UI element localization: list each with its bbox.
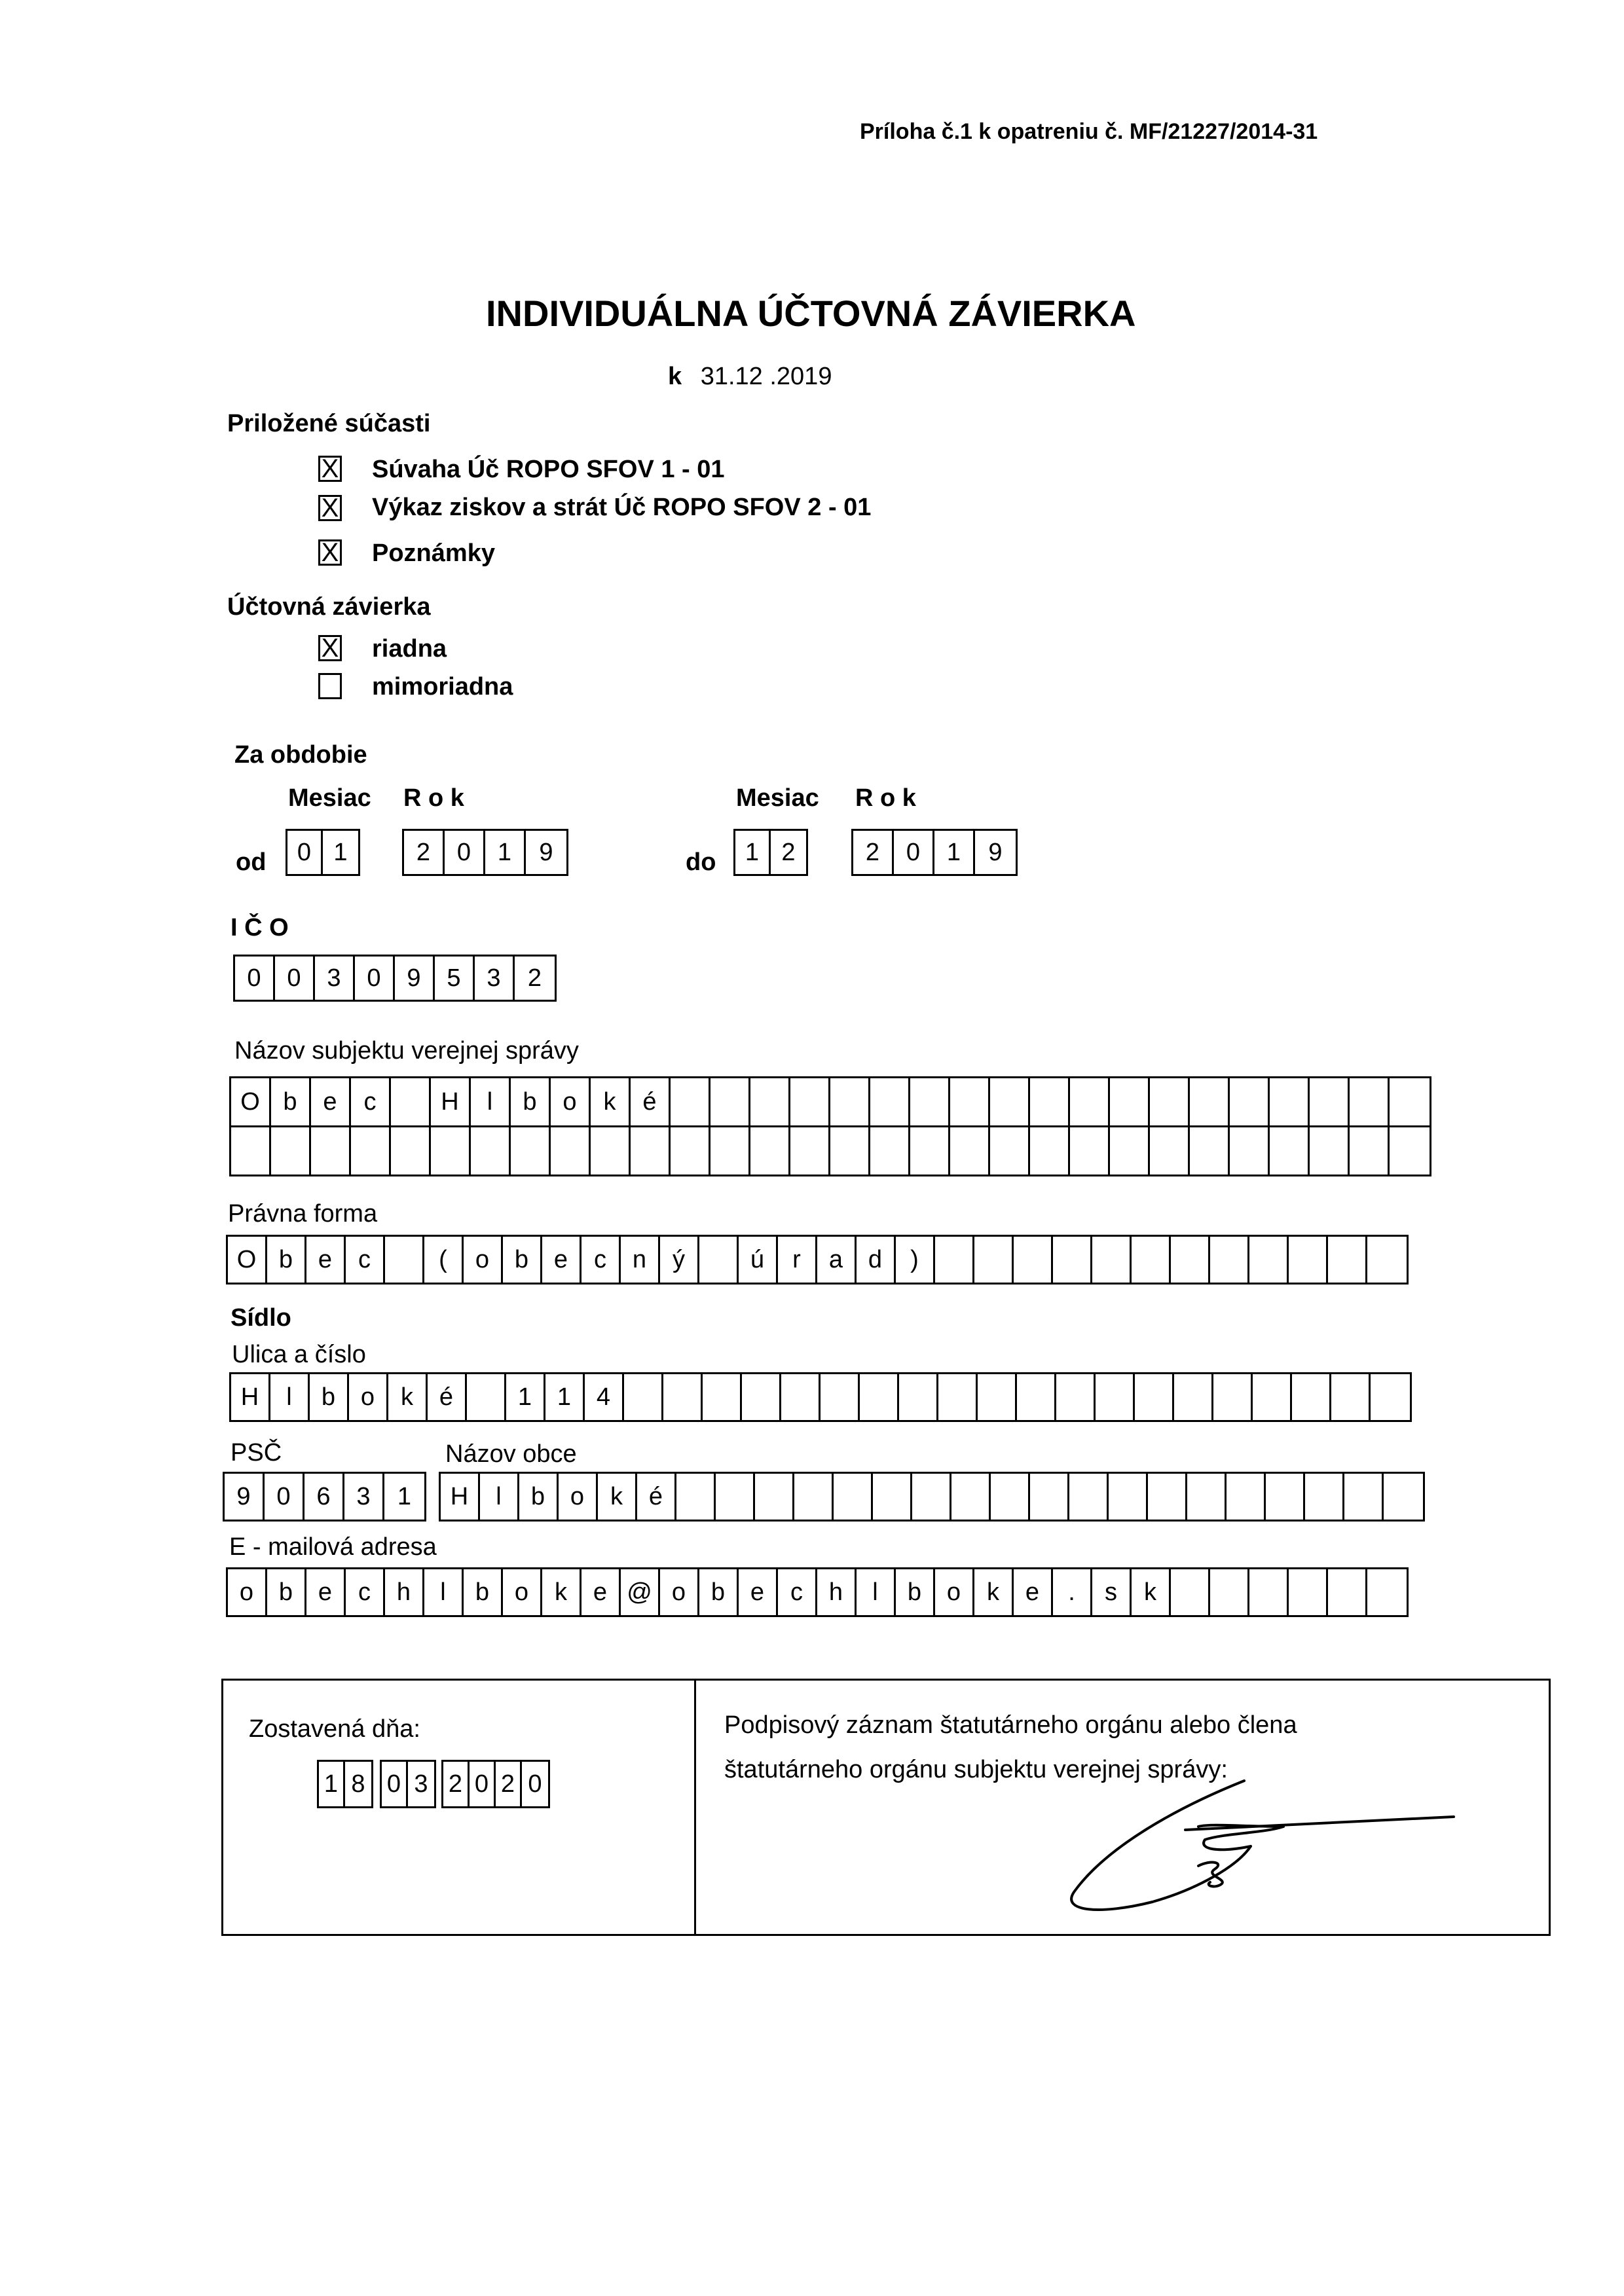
char-cell: o bbox=[551, 1078, 591, 1125]
char-cell: 4 bbox=[585, 1374, 624, 1420]
char-cell: 1 bbox=[319, 1762, 345, 1806]
checkbox-notes[interactable]: X bbox=[318, 539, 342, 566]
period-heading: Za obdobie bbox=[234, 741, 367, 769]
char-cell bbox=[978, 1374, 1017, 1420]
char-cell bbox=[1014, 1237, 1053, 1283]
char-cell bbox=[938, 1374, 978, 1420]
char-cell bbox=[385, 1237, 424, 1283]
char-cell bbox=[1331, 1374, 1371, 1420]
char-cell: l bbox=[424, 1569, 464, 1615]
char-cell bbox=[1328, 1569, 1367, 1615]
char-cell bbox=[391, 1127, 431, 1175]
char-cell: 2 bbox=[496, 1762, 522, 1806]
char-cell bbox=[1350, 1127, 1390, 1175]
char-cell bbox=[1070, 1078, 1110, 1125]
char-cell bbox=[990, 1127, 1030, 1175]
char-cell: 1 bbox=[934, 831, 975, 874]
char-cell: c bbox=[778, 1569, 817, 1615]
char-cell: l bbox=[471, 1078, 511, 1125]
char-cell: c bbox=[346, 1237, 385, 1283]
char-cell bbox=[1150, 1078, 1190, 1125]
signature-text-line-2: štatutárneho orgánu subjektu verejnej správy: bbox=[724, 1756, 1228, 1783]
char-cell: d bbox=[857, 1237, 896, 1283]
char-cell: 6 bbox=[304, 1474, 344, 1520]
char-cell bbox=[591, 1127, 631, 1175]
char-cell: O bbox=[231, 1078, 271, 1125]
char-cell bbox=[991, 1474, 1030, 1520]
char-cell bbox=[511, 1127, 551, 1175]
compiled-year-field[interactable] bbox=[441, 1760, 550, 1808]
char-cell: 0 bbox=[287, 831, 323, 874]
char-cell bbox=[1390, 1127, 1430, 1175]
char-cell: b bbox=[267, 1569, 306, 1615]
char-cell bbox=[950, 1078, 990, 1125]
char-cell: b bbox=[699, 1569, 739, 1615]
char-cell: 3 bbox=[475, 957, 515, 1000]
char-cell: 3 bbox=[344, 1474, 384, 1520]
char-cell bbox=[1371, 1374, 1410, 1420]
to-month-field[interactable] bbox=[733, 829, 808, 876]
char-cell bbox=[311, 1127, 351, 1175]
char-cell: ý bbox=[660, 1237, 699, 1283]
checkbox-income-statement[interactable]: X bbox=[318, 495, 342, 521]
attachment-label-notes: Poznámky bbox=[372, 539, 495, 567]
char-cell bbox=[790, 1078, 830, 1125]
char-cell: 3 bbox=[414, 1770, 428, 1798]
entity-name-label: Názov subjektu verejnej správy bbox=[234, 1037, 579, 1065]
char-cell: b bbox=[503, 1237, 542, 1283]
char-cell bbox=[1030, 1078, 1070, 1125]
char-cell: h bbox=[385, 1569, 424, 1615]
ico-field[interactable] bbox=[233, 955, 557, 1002]
char-cell: a bbox=[817, 1237, 857, 1283]
char-cell: 1 bbox=[506, 1374, 545, 1420]
char-cell: b bbox=[271, 1078, 311, 1125]
char-cell bbox=[1289, 1569, 1328, 1615]
char-cell bbox=[974, 1237, 1014, 1283]
char-cell bbox=[1305, 1474, 1344, 1520]
char-cell: e bbox=[739, 1569, 778, 1615]
char-cell: 3 bbox=[315, 957, 355, 1000]
char-cell bbox=[1384, 1474, 1423, 1520]
street-label: Ulica a číslo bbox=[232, 1341, 366, 1368]
char-cell: 9 bbox=[395, 957, 435, 1000]
char-cell bbox=[1174, 1374, 1213, 1420]
char-cell bbox=[1292, 1374, 1331, 1420]
date-value: 31.12 .2019 bbox=[700, 363, 832, 390]
char-cell bbox=[830, 1127, 870, 1175]
char-cell: é bbox=[637, 1474, 676, 1520]
attachment-label-balance-sheet: Súvaha Úč ROPO SFOV 1 - 01 bbox=[372, 456, 725, 483]
char-cell: b bbox=[519, 1474, 559, 1520]
char-cell bbox=[899, 1374, 938, 1420]
char-cell bbox=[1110, 1078, 1150, 1125]
char-cell: o bbox=[349, 1374, 388, 1420]
street-field[interactable] bbox=[229, 1372, 1412, 1422]
char-cell bbox=[910, 1127, 950, 1175]
char-cell: 9 bbox=[539, 838, 553, 866]
char-cell bbox=[990, 1078, 1030, 1125]
char-cell: ( bbox=[424, 1237, 464, 1283]
char-cell bbox=[1390, 1078, 1430, 1125]
char-cell: H bbox=[431, 1078, 471, 1125]
char-cell bbox=[1230, 1127, 1270, 1175]
to-year-field[interactable] bbox=[851, 829, 1018, 876]
char-cell bbox=[1253, 1374, 1292, 1420]
char-cell: 0 bbox=[470, 1762, 496, 1806]
char-cell bbox=[781, 1374, 821, 1420]
compiled-label: Zostavená dňa: bbox=[249, 1715, 420, 1743]
char-cell: e bbox=[1014, 1569, 1053, 1615]
char-cell bbox=[1069, 1474, 1109, 1520]
char-cell: 8 bbox=[351, 1770, 365, 1798]
email-field[interactable] bbox=[226, 1567, 1409, 1617]
char-cell bbox=[910, 1078, 950, 1125]
char-cell: 2 bbox=[404, 831, 445, 874]
char-cell: 2 bbox=[527, 964, 542, 992]
date-prefix: k bbox=[668, 363, 682, 390]
char-cell bbox=[431, 1127, 471, 1175]
char-cell: 2 bbox=[443, 1762, 470, 1806]
entity-name-row-2[interactable] bbox=[229, 1125, 1431, 1176]
annex-reference: Príloha č.1 k opatreniu č. MF/21227/2014-31 bbox=[860, 119, 1318, 144]
char-cell bbox=[716, 1474, 755, 1520]
char-cell: 0 bbox=[445, 831, 485, 874]
char-cell: b bbox=[310, 1374, 349, 1420]
char-cell bbox=[1350, 1078, 1390, 1125]
char-cell bbox=[703, 1374, 742, 1420]
char-cell bbox=[1249, 1237, 1289, 1283]
char-cell bbox=[951, 1474, 991, 1520]
signature-text-line-1: Podpisový záznam štatutárneho orgánu alebo člena bbox=[724, 1711, 1297, 1739]
char-cell bbox=[1187, 1474, 1227, 1520]
char-cell: O bbox=[228, 1237, 267, 1283]
char-cell: 1 bbox=[545, 1374, 585, 1420]
char-cell bbox=[1249, 1569, 1289, 1615]
char-cell: 0 bbox=[355, 957, 395, 1000]
char-cell bbox=[1096, 1374, 1135, 1420]
char-cell: é bbox=[631, 1078, 671, 1125]
char-cell: 0 bbox=[235, 957, 275, 1000]
attachment-label-income-statement: Výkaz ziskov a strát Úč ROPO SFOV 2 - 01 bbox=[372, 494, 872, 521]
char-cell bbox=[834, 1474, 873, 1520]
char-cell bbox=[742, 1374, 781, 1420]
char-cell bbox=[1056, 1374, 1096, 1420]
char-cell bbox=[1150, 1127, 1190, 1175]
char-cell: 1 bbox=[485, 831, 526, 874]
char-cell bbox=[1110, 1127, 1150, 1175]
char-cell bbox=[870, 1127, 910, 1175]
char-cell bbox=[391, 1078, 431, 1125]
char-cell: k bbox=[388, 1374, 428, 1420]
char-cell: 0 bbox=[528, 1770, 542, 1798]
char-cell: n bbox=[621, 1237, 660, 1283]
char-cell bbox=[663, 1374, 703, 1420]
char-cell: 0 bbox=[894, 831, 934, 874]
char-cell bbox=[1070, 1127, 1110, 1175]
statement-type-label-regular: riadna bbox=[372, 635, 447, 663]
town-field[interactable] bbox=[439, 1472, 1425, 1522]
char-cell: h bbox=[817, 1569, 857, 1615]
char-cell bbox=[1230, 1078, 1270, 1125]
char-cell: c bbox=[351, 1078, 391, 1125]
from-month-field[interactable] bbox=[286, 829, 360, 876]
psc-field[interactable] bbox=[223, 1472, 426, 1522]
char-cell bbox=[1310, 1078, 1350, 1125]
char-cell: c bbox=[346, 1569, 385, 1615]
char-cell: k bbox=[542, 1569, 581, 1615]
email-label: E - mailová adresa bbox=[229, 1533, 437, 1561]
char-cell: 9 bbox=[225, 1474, 265, 1520]
char-cell: 9 bbox=[988, 838, 1003, 866]
char-cell bbox=[631, 1127, 671, 1175]
char-cell: 5 bbox=[435, 957, 475, 1000]
char-cell bbox=[1270, 1127, 1310, 1175]
char-cell: c bbox=[581, 1237, 621, 1283]
char-cell bbox=[821, 1374, 860, 1420]
char-cell bbox=[271, 1127, 311, 1175]
legal-form-field[interactable] bbox=[226, 1235, 1409, 1285]
char-cell bbox=[1030, 1127, 1070, 1175]
char-cell: 2 bbox=[853, 831, 894, 874]
char-cell bbox=[1135, 1374, 1174, 1420]
checkbox-extraordinary[interactable] bbox=[318, 673, 342, 699]
char-cell bbox=[671, 1127, 710, 1175]
char-cell bbox=[794, 1474, 834, 1520]
char-cell bbox=[1328, 1237, 1367, 1283]
char-cell: e bbox=[306, 1237, 346, 1283]
char-cell bbox=[1171, 1569, 1210, 1615]
char-cell: r bbox=[778, 1237, 817, 1283]
from-year-field[interactable] bbox=[402, 829, 568, 876]
char-cell bbox=[624, 1374, 663, 1420]
from-label: od bbox=[236, 848, 267, 876]
char-cell: k bbox=[1132, 1569, 1171, 1615]
char-cell: 0 bbox=[275, 957, 315, 1000]
char-cell bbox=[671, 1078, 710, 1125]
town-label: Názov obce bbox=[445, 1440, 577, 1468]
char-cell: b bbox=[267, 1237, 306, 1283]
char-cell bbox=[1190, 1078, 1230, 1125]
char-cell: k bbox=[598, 1474, 637, 1520]
char-cell bbox=[710, 1078, 750, 1125]
to-year-label: R o k bbox=[855, 784, 916, 812]
char-cell: o bbox=[559, 1474, 598, 1520]
char-cell: H bbox=[231, 1374, 270, 1420]
char-cell: o bbox=[935, 1569, 974, 1615]
char-cell bbox=[870, 1078, 910, 1125]
char-cell: ú bbox=[739, 1237, 778, 1283]
char-cell: . bbox=[1053, 1569, 1092, 1615]
document-title: INDIVIDUÁLNA ÚČTOVNÁ ZÁVIERKA bbox=[486, 293, 1136, 334]
char-cell bbox=[467, 1374, 506, 1420]
char-cell bbox=[830, 1078, 870, 1125]
char-cell bbox=[1030, 1474, 1069, 1520]
char-cell bbox=[1367, 1237, 1407, 1283]
from-month-label: Mesiac bbox=[288, 784, 371, 812]
ico-label: I Č O bbox=[231, 914, 289, 941]
char-cell bbox=[1132, 1237, 1171, 1283]
char-cell bbox=[790, 1127, 830, 1175]
char-cell bbox=[755, 1474, 794, 1520]
char-cell: 0 bbox=[382, 1762, 408, 1806]
char-cell: b bbox=[896, 1569, 935, 1615]
char-cell bbox=[1171, 1237, 1210, 1283]
statement-type-heading: Účtovná závierka bbox=[227, 593, 431, 621]
char-cell bbox=[676, 1474, 716, 1520]
char-cell: @ bbox=[621, 1569, 660, 1615]
char-cell bbox=[950, 1127, 990, 1175]
char-cell: 2 bbox=[781, 838, 796, 866]
char-cell: l bbox=[480, 1474, 519, 1520]
char-cell bbox=[1092, 1237, 1132, 1283]
char-cell bbox=[710, 1127, 750, 1175]
char-cell: e bbox=[581, 1569, 621, 1615]
char-cell bbox=[1109, 1474, 1148, 1520]
char-cell bbox=[912, 1474, 951, 1520]
char-cell bbox=[699, 1237, 739, 1283]
char-cell: é bbox=[428, 1374, 467, 1420]
char-cell bbox=[1190, 1127, 1230, 1175]
char-cell bbox=[551, 1127, 591, 1175]
char-cell: e bbox=[542, 1237, 581, 1283]
char-cell bbox=[1289, 1237, 1328, 1283]
char-cell bbox=[1266, 1474, 1305, 1520]
from-year-label: R o k bbox=[403, 784, 464, 812]
psc-label: PSČ bbox=[231, 1439, 282, 1467]
char-cell: 1 bbox=[735, 831, 771, 874]
checkbox-regular[interactable]: X bbox=[318, 635, 342, 661]
compiled-day-field[interactable] bbox=[317, 1760, 373, 1808]
date-line bbox=[668, 363, 832, 391]
seat-heading: Sídlo bbox=[231, 1304, 291, 1332]
legal-form-label: Právna forma bbox=[228, 1200, 378, 1228]
char-cell bbox=[873, 1474, 912, 1520]
char-cell: s bbox=[1092, 1569, 1132, 1615]
char-cell bbox=[1344, 1474, 1384, 1520]
char-cell bbox=[1227, 1474, 1266, 1520]
char-cell: b bbox=[464, 1569, 503, 1615]
to-month-label: Mesiac bbox=[736, 784, 819, 812]
checkbox-balance-sheet[interactable]: X bbox=[318, 456, 342, 482]
char-cell bbox=[1210, 1569, 1249, 1615]
char-cell bbox=[1270, 1078, 1310, 1125]
char-cell bbox=[1017, 1374, 1056, 1420]
char-cell: l bbox=[857, 1569, 896, 1615]
char-cell: o bbox=[228, 1569, 267, 1615]
char-cell: o bbox=[660, 1569, 699, 1615]
char-cell: o bbox=[464, 1237, 503, 1283]
char-cell bbox=[231, 1127, 271, 1175]
char-cell bbox=[1053, 1237, 1092, 1283]
char-cell bbox=[1367, 1569, 1407, 1615]
char-cell bbox=[1213, 1374, 1253, 1420]
handwritten-signature bbox=[1048, 1755, 1473, 1925]
compiled-month-field[interactable] bbox=[380, 1760, 436, 1808]
to-label: do bbox=[686, 848, 716, 876]
char-cell: l bbox=[270, 1374, 310, 1420]
char-cell bbox=[750, 1127, 790, 1175]
char-cell bbox=[750, 1078, 790, 1125]
char-cell: e bbox=[311, 1078, 351, 1125]
attachments-heading: Priložené súčasti bbox=[227, 410, 431, 437]
char-cell: H bbox=[441, 1474, 480, 1520]
char-cell: b bbox=[511, 1078, 551, 1125]
char-cell: o bbox=[503, 1569, 542, 1615]
char-cell bbox=[1310, 1127, 1350, 1175]
char-cell bbox=[935, 1237, 974, 1283]
char-cell: k bbox=[591, 1078, 631, 1125]
char-cell bbox=[351, 1127, 391, 1175]
statement-type-label-extraordinary: mimoriadna bbox=[372, 673, 513, 701]
char-cell bbox=[1210, 1237, 1249, 1283]
char-cell: k bbox=[974, 1569, 1014, 1615]
char-cell: e bbox=[306, 1569, 346, 1615]
char-cell: 1 bbox=[333, 838, 348, 866]
char-cell: ) bbox=[896, 1237, 935, 1283]
char-cell bbox=[1148, 1474, 1187, 1520]
footer-divider bbox=[694, 1679, 696, 1936]
char-cell: 0 bbox=[265, 1474, 304, 1520]
char-cell: 1 bbox=[397, 1482, 412, 1510]
char-cell bbox=[471, 1127, 511, 1175]
char-cell bbox=[860, 1374, 899, 1420]
entity-name-row-1[interactable] bbox=[229, 1076, 1431, 1127]
